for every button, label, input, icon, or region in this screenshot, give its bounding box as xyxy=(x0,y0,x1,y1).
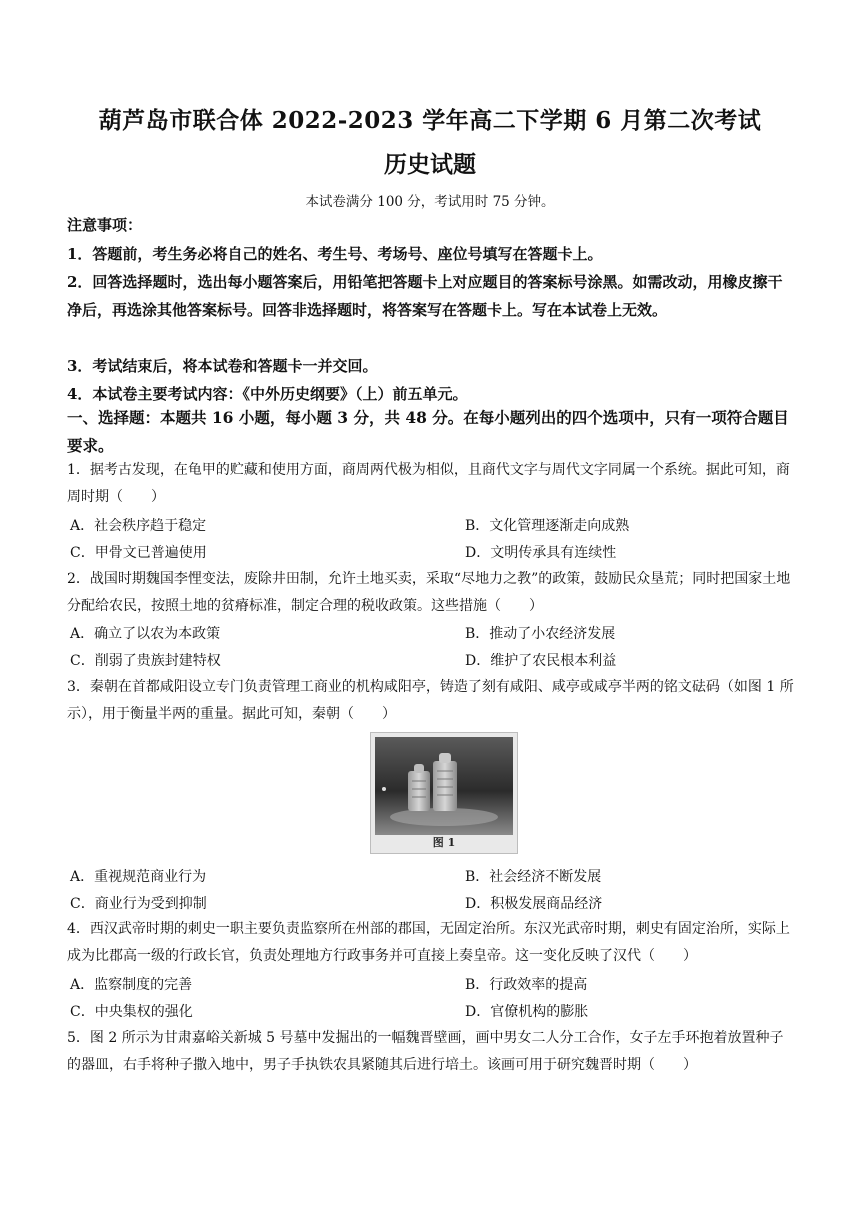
note-item: 2．回答选择题时，选出每小题答案后，用铅笔把答题卡上对应题目的答案标号涂黑。如需改动，用橡皮擦干净后，再选涂其他答案标号。回答非选择题时，将答案写在答题卡上。写在本试卷上无效。 xyxy=(67,273,783,319)
question-stem: 2．战国时期魏国李悝变法，废除井田制，允许土地买卖，采取“尽地力之教”的政策，鼓励民众垦荒；同时把国家土地分配给农民，按照土地的贫瘠标准，制定合理的税收政策。这些措施（ ） xyxy=(67,571,791,614)
option-a: A．确立了以农为本政策 xyxy=(70,626,221,642)
figure-1-weights-photo xyxy=(370,732,518,854)
note-item: 3．考试结束后，将本试卷和答题卡一并交回。 xyxy=(67,357,378,375)
option-a: A．社会秩序趋于稳定 xyxy=(70,518,207,534)
option-c: C．甲骨文已普遍使用 xyxy=(70,545,207,561)
option-b: B．社会经济不断发展 xyxy=(465,869,602,885)
option-c: C．中央集权的强化 xyxy=(70,1004,193,1020)
option-c: C．商业行为受到抑制 xyxy=(70,896,207,912)
option-a: A．重视规范商业行为 xyxy=(70,869,207,885)
section-heading: 一、选择题：本题共 16 小题，每小题 3 分，共 48 分。在每小题列出的四个选项中，只有一项符合题目要求。 xyxy=(67,408,789,455)
option-b: B．文化管理逐渐走向成熟 xyxy=(465,518,630,534)
option-d: D．维护了农民根本利益 xyxy=(465,653,617,669)
option-b: B．推动了小农经济发展 xyxy=(465,626,616,642)
note-item: 4．本试卷主要考试内容：《中外历史纲要》（上）前五单元。 xyxy=(67,385,468,403)
weights-illustration xyxy=(371,733,517,839)
option-a: A．监察制度的完善 xyxy=(70,977,193,993)
option-b: B．行政效率的提高 xyxy=(465,977,588,993)
exam-subtitle: 历史试题 xyxy=(384,151,476,178)
option-d: D．官僚机构的膨胀 xyxy=(465,1004,589,1020)
score-time-line: 本试卷满分 100 分，考试用时 75 分钟。 xyxy=(305,194,555,210)
note-item: 1．答题前，考生务必将自己的姓名、考生号、考场号、座位号填写在答题卡上。 xyxy=(67,245,603,263)
exam-title: 葫芦岛市联合体 2022-2023 学年高二下学期 6 月第二次考试 xyxy=(98,107,762,134)
question-stem: 3．秦朝在首都咸阳设立专门负责管理工商业的机构咸阳亭，铸造了刻有咸阳、咸亭或咸亭半两的铭文砝码（如图 1 所示），用于衡量半两的重量。据此可知，秦朝（ ） xyxy=(67,679,794,722)
question-stem: 4．西汉武帝时期的刺史一职主要负责监察所在州部的郡国，无固定治所。东汉光武帝时期，刺史有固定治所，实际上成为比郡高一级的行政长官，负责处理地方行政事务并可直接上奏皇帝。这一变化反映了汉代（ ） xyxy=(67,921,790,964)
option-d: D．文明传承具有连续性 xyxy=(465,545,617,561)
figure-caption: 图 1 xyxy=(432,836,456,849)
option-d: D．积极发展商品经济 xyxy=(465,896,603,912)
question-stem: 5．图 2 所示为甘肃嘉峪关新城 5 号墓中发掘出的一幅魏晋壁画，画中男女二人分工合作，女子左手环抱着放置种子的器皿，右手将种子撒入地中，男子手执铁农具紧随其后进行培土。该画可用于研究魏晋时期（ ） xyxy=(67,1030,784,1073)
question-stem: 1．据考古发现，在龟甲的贮藏和使用方面，商周两代极为相似，且商代文字与周代文字同属一个系统。据此可知，商周时期（ ） xyxy=(67,462,790,505)
notes-heading: 注意事项： xyxy=(67,216,143,234)
option-c: C．削弱了贵族封建特权 xyxy=(70,653,221,669)
